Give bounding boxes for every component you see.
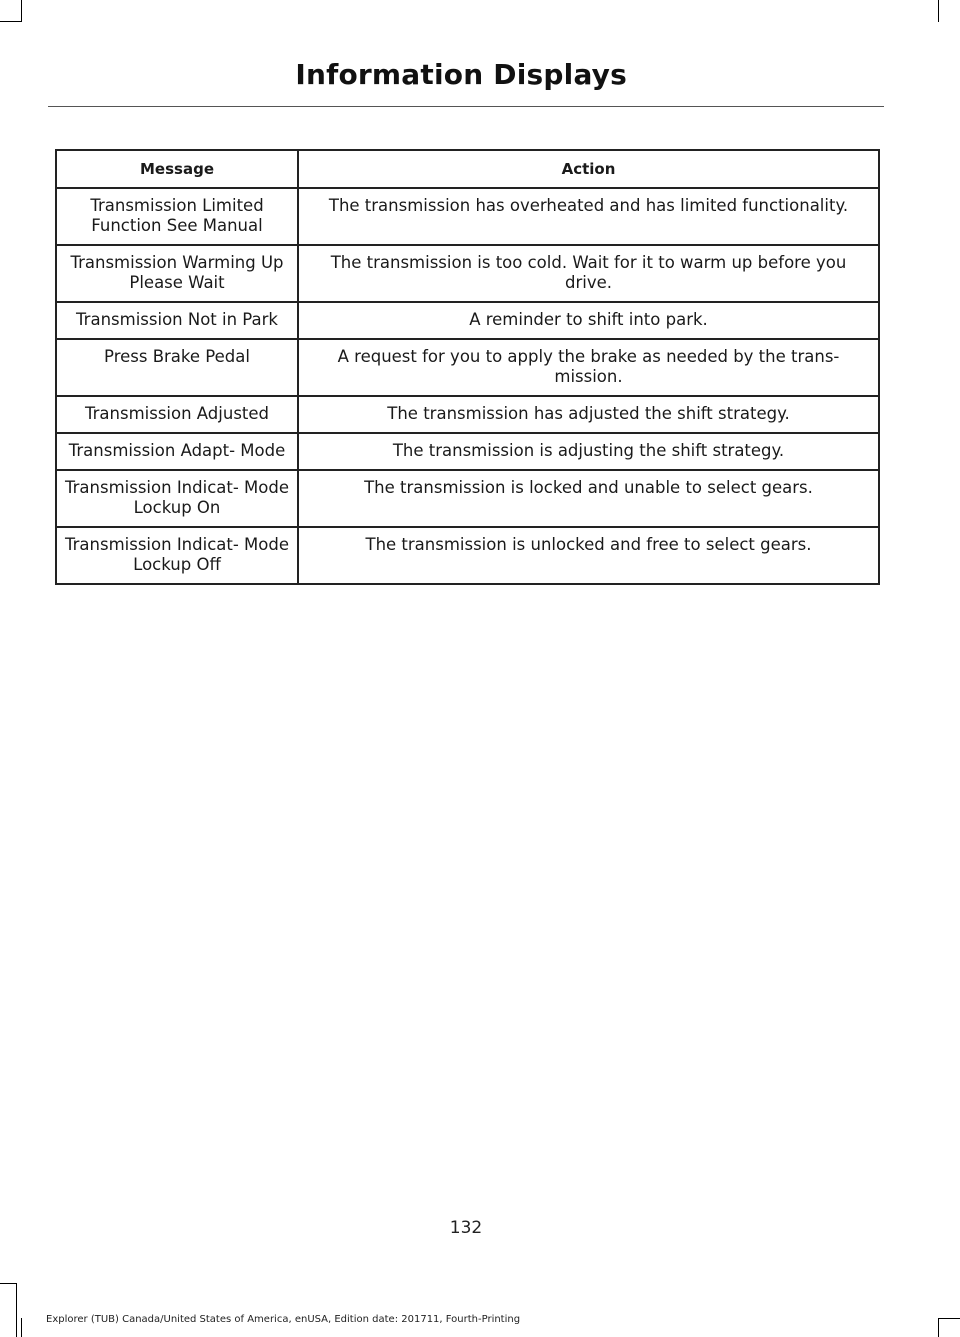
- table-row: [56, 396, 879, 433]
- page-title: Information Displays: [295, 58, 627, 91]
- column-header-message: Message: [56, 150, 298, 188]
- action-cell: The transmission is too cold. Wait for it to warm up before you drive.: [298, 245, 879, 302]
- message-cell: Transmission Limited Function See Manual: [56, 188, 298, 245]
- action-cell: The transmission is adjusting the shift strategy.: [298, 433, 879, 470]
- crop-mark-bottom-left-v: [16, 1283, 17, 1337]
- footer-edition-info: Explorer (TUB) Canada/United States of America, enUSA, Edition date: 201711, Fourth-Printing: [46, 1314, 521, 1325]
- message-cell: Press Brake Pedal: [56, 339, 298, 396]
- table-row: [56, 470, 879, 527]
- action-cell: The transmission is unlocked and free to select gears.: [298, 527, 879, 584]
- crop-mark-top-right-v: [938, 0, 939, 22]
- message-table: [55, 149, 880, 585]
- table-header-row: [56, 150, 879, 188]
- crop-mark-bottom-left-tick: [21, 1318, 22, 1337]
- message-cell: Transmission Not in Park: [56, 302, 298, 339]
- title-divider: [48, 106, 884, 107]
- crop-mark-bottom-right-h: [938, 1318, 960, 1319]
- crop-mark-top-left-v: [21, 0, 22, 22]
- table-row: [56, 302, 879, 339]
- action-cell: The transmission has adjusted the shift strategy.: [298, 396, 879, 433]
- message-cell: Transmission Indicat- Mode Lockup On: [56, 470, 298, 527]
- message-cell: Transmission Adjusted: [56, 396, 298, 433]
- table-row: [56, 433, 879, 470]
- crop-mark-bottom-left-h: [0, 1283, 17, 1284]
- table-row: [56, 245, 879, 302]
- message-cell: Transmission Adapt- Mode: [56, 433, 298, 470]
- table-row: [56, 188, 879, 245]
- crop-mark-bottom-right-v: [938, 1318, 939, 1337]
- action-cell: A request for you to apply the brake as needed by the trans- mission.: [298, 339, 879, 396]
- message-cell: Transmission Indicat- Mode Lockup Off: [56, 527, 298, 584]
- table-row: [56, 527, 879, 584]
- column-header-action: Action: [298, 150, 879, 188]
- action-cell: The transmission has overheated and has limited functionality.: [298, 188, 879, 245]
- page-number: 132: [449, 1218, 483, 1238]
- message-cell: Transmission Warming Up Please Wait: [56, 245, 298, 302]
- action-cell: The transmission is locked and unable to select gears.: [298, 470, 879, 527]
- action-cell: A reminder to shift into park.: [298, 302, 879, 339]
- crop-mark-top-left-h: [0, 21, 22, 22]
- table-row: [56, 339, 879, 396]
